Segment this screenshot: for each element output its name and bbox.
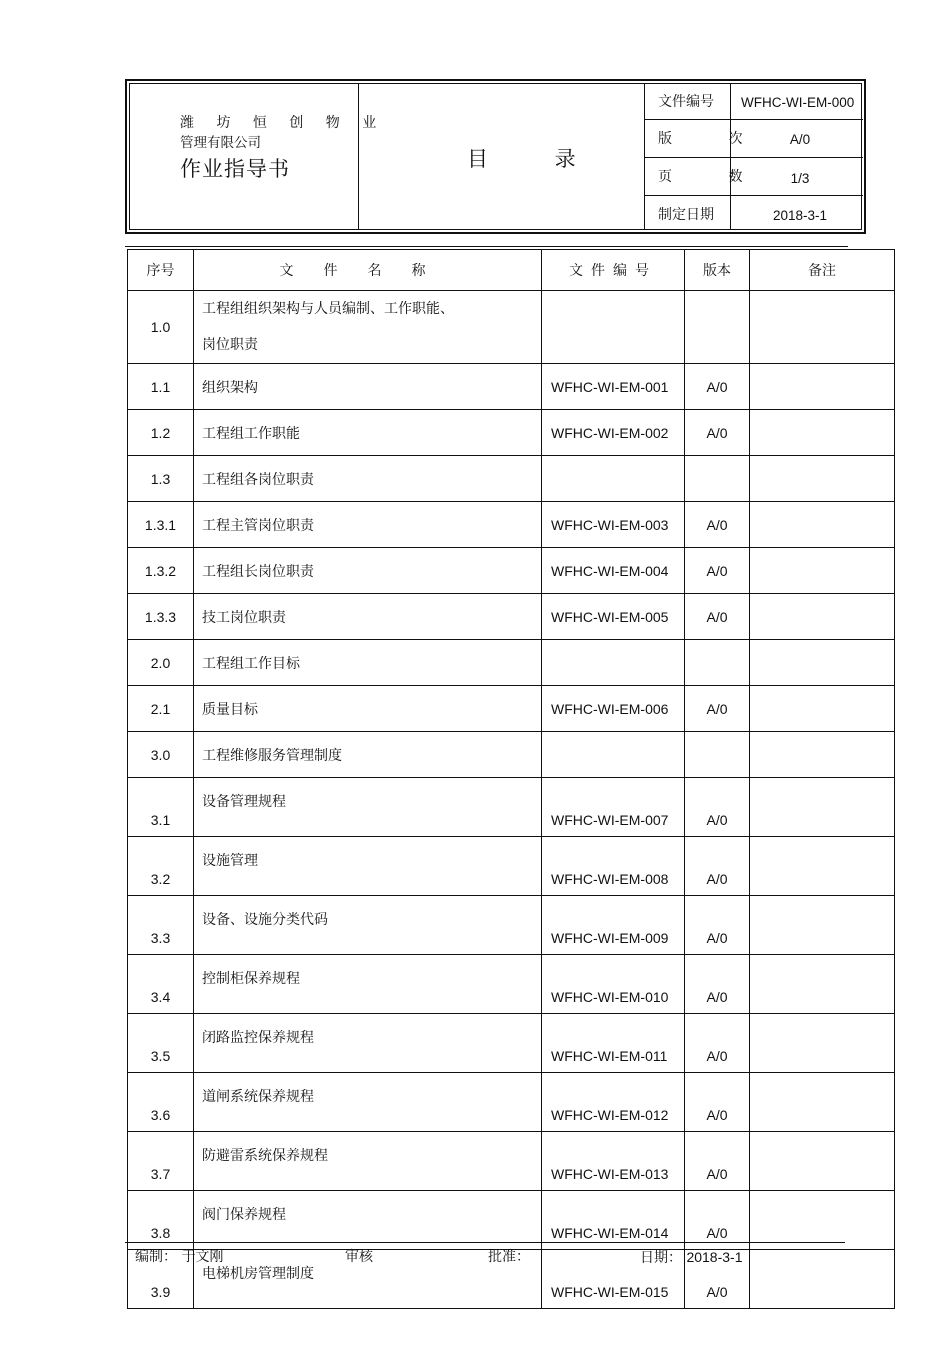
cell-note xyxy=(750,410,895,456)
meta-divider xyxy=(644,195,863,196)
approve-label: 批准： xyxy=(488,1249,530,1265)
cell-note xyxy=(750,640,895,686)
col-header-seq: 序号 xyxy=(128,250,194,291)
cell-version: A/0 xyxy=(685,837,750,896)
cell-note xyxy=(750,896,895,955)
footer-date-value: 2018-3-1 xyxy=(686,1249,743,1265)
cell-note xyxy=(750,778,895,837)
cell-code: WFHC-WI-EM-005 xyxy=(542,594,685,640)
cell-code xyxy=(542,732,685,778)
cell-code: WFHC-WI-EM-003 xyxy=(542,502,685,548)
cell-code: WFHC-WI-EM-013 xyxy=(542,1132,685,1191)
pages-label: 页 数 xyxy=(658,169,769,185)
cell-code: WFHC-WI-EM-009 xyxy=(542,896,685,955)
table-row xyxy=(128,456,895,502)
table-row xyxy=(128,548,895,594)
table-row xyxy=(128,955,895,1014)
table-row xyxy=(128,1132,895,1191)
cell-name-line: 工程组组织架构与人员编制、工作职能、 xyxy=(202,301,454,317)
cell-seq: 1.3.1 xyxy=(128,502,194,548)
cell-name xyxy=(194,291,542,364)
cell-note xyxy=(750,955,895,1014)
cell-code xyxy=(542,640,685,686)
cell-code: WFHC-WI-EM-006 xyxy=(542,686,685,732)
cell-code: WFHC-WI-EM-010 xyxy=(542,955,685,1014)
cell-code: WFHC-WI-EM-015 xyxy=(542,1250,685,1309)
date-label: 制定日期 xyxy=(658,207,714,223)
cell-code: WFHC-WI-EM-008 xyxy=(542,837,685,896)
cell-version: A/0 xyxy=(685,594,750,640)
cell-name: 闭路监控保养规程 xyxy=(194,1014,542,1073)
cell-version: A/0 xyxy=(685,1132,750,1191)
cell-name: 组织架构 xyxy=(194,364,542,410)
table-row xyxy=(128,1073,895,1132)
cell-seq: 3.9 xyxy=(128,1250,194,1309)
cell-version: A/0 xyxy=(685,778,750,837)
table-header-row xyxy=(128,250,895,291)
header-divider xyxy=(358,84,359,229)
cell-version: A/0 xyxy=(685,1191,750,1250)
cell-name: 工程组工作目标 xyxy=(194,640,542,686)
cell-code xyxy=(542,456,685,502)
version-value: A/0 xyxy=(789,132,811,147)
cell-seq: 1.3.3 xyxy=(128,594,194,640)
table-row xyxy=(128,896,895,955)
cell-code: WFHC-WI-EM-011 xyxy=(542,1014,685,1073)
cell-seq: 3.4 xyxy=(128,955,194,1014)
cell-note xyxy=(750,456,895,502)
cell-name-line: 岗位职责 xyxy=(202,337,258,353)
meta-divider xyxy=(644,119,863,120)
table-row xyxy=(128,502,895,548)
cell-version: A/0 xyxy=(685,955,750,1014)
cell-code: WFHC-WI-EM-007 xyxy=(542,778,685,837)
cell-note xyxy=(750,1014,895,1073)
cell-note xyxy=(750,1132,895,1191)
cell-name: 道闸系统保养规程 xyxy=(194,1073,542,1132)
cell-note xyxy=(750,686,895,732)
cell-name: 质量目标 xyxy=(194,686,542,732)
editor-name: 于文刚 xyxy=(181,1249,224,1265)
cell-seq: 1.1 xyxy=(128,364,194,410)
cell-seq: 1.0 xyxy=(128,291,194,364)
cell-code: WFHC-WI-EM-004 xyxy=(542,548,685,594)
table-row xyxy=(128,594,895,640)
cell-version xyxy=(685,291,750,364)
table-row xyxy=(128,640,895,686)
cell-code: WFHC-WI-EM-012 xyxy=(542,1073,685,1132)
cell-version xyxy=(685,456,750,502)
cell-note xyxy=(750,291,895,364)
document-header xyxy=(125,79,866,234)
cell-code: WFHC-WI-EM-014 xyxy=(542,1191,685,1250)
cell-version xyxy=(685,732,750,778)
table-row xyxy=(128,364,895,410)
footer-date xyxy=(640,1247,743,1268)
cell-name: 工程主管岗位职责 xyxy=(194,502,542,548)
cell-version: A/0 xyxy=(685,1073,750,1132)
cell-seq: 1.3 xyxy=(128,456,194,502)
table-row xyxy=(128,1014,895,1073)
cell-version xyxy=(685,640,750,686)
col-header-code: 文件编号 xyxy=(542,250,685,291)
cell-version: A/0 xyxy=(685,410,750,456)
cell-name: 工程组各岗位职责 xyxy=(194,456,542,502)
cell-name: 工程组长岗位职责 xyxy=(194,548,542,594)
cell-name: 工程组工作职能 xyxy=(194,410,542,456)
doc-no-label: 文件编号 xyxy=(658,94,714,110)
table-row xyxy=(128,686,895,732)
cell-code: WFHC-WI-EM-001 xyxy=(542,364,685,410)
meta-divider xyxy=(644,157,863,158)
version-label: 版 次 xyxy=(658,131,769,147)
company-name-line1: 潍 坊 恒 创 物 业 xyxy=(180,115,386,131)
cell-seq: 3.3 xyxy=(128,896,194,955)
cell-note xyxy=(750,502,895,548)
date-value: 2018-3-1 xyxy=(772,208,828,223)
cell-seq: 1.2 xyxy=(128,410,194,456)
review-label: 审核 xyxy=(345,1249,373,1265)
cell-note xyxy=(750,1191,895,1250)
table-row xyxy=(128,291,895,364)
table-row xyxy=(128,837,895,896)
cell-name: 设备管理规程 xyxy=(194,778,542,837)
footer-date-label: 日期： xyxy=(640,1250,682,1266)
cell-note xyxy=(750,1073,895,1132)
table-row xyxy=(128,410,895,456)
cell-note xyxy=(750,837,895,896)
cell-seq: 2.1 xyxy=(128,686,194,732)
cell-name: 工程维修服务管理制度 xyxy=(194,732,542,778)
cell-name: 设施管理 xyxy=(194,837,542,896)
cell-name: 技工岗位职责 xyxy=(194,594,542,640)
cell-name: 控制柜保养规程 xyxy=(194,955,542,1014)
cell-name: 防避雷系统保养规程 xyxy=(194,1132,542,1191)
cell-seq: 3.6 xyxy=(128,1073,194,1132)
cell-version: A/0 xyxy=(685,686,750,732)
cell-note xyxy=(750,732,895,778)
cell-version: A/0 xyxy=(685,896,750,955)
cell-seq: 3.2 xyxy=(128,837,194,896)
cell-seq: 3.8 xyxy=(128,1191,194,1250)
page-title: 目 录 xyxy=(467,147,606,171)
company-name-line2: 管理有限公司 xyxy=(180,135,261,151)
table-row xyxy=(128,778,895,837)
editor-label: 编制： xyxy=(135,1249,177,1265)
cell-seq: 3.1 xyxy=(128,778,194,837)
cell-name: 阀门保养规程 xyxy=(194,1191,542,1250)
cell-note xyxy=(750,364,895,410)
col-header-note: 备注 xyxy=(750,250,895,291)
cell-note xyxy=(750,548,895,594)
col-header-version: 版本 xyxy=(685,250,750,291)
cell-name: 设备、设施分类代码 xyxy=(194,896,542,955)
document-type: 作业指导书 xyxy=(180,157,290,181)
header-frame xyxy=(129,83,862,230)
cell-version: A/0 xyxy=(685,548,750,594)
table-row xyxy=(128,732,895,778)
col-header-name: 文件名称 xyxy=(194,250,542,291)
cell-seq: 3.7 xyxy=(128,1132,194,1191)
cell-version: A/0 xyxy=(685,364,750,410)
cell-note xyxy=(750,594,895,640)
pages-value: 1/3 xyxy=(790,171,810,186)
cell-note xyxy=(750,1250,895,1309)
cell-version: A/0 xyxy=(685,1014,750,1073)
cell-version: A/0 xyxy=(685,1250,750,1309)
cell-seq: 2.0 xyxy=(128,640,194,686)
cell-code: WFHC-WI-EM-002 xyxy=(542,410,685,456)
cell-name: 电梯机房管理制度 xyxy=(194,1250,542,1309)
header-separator xyxy=(125,246,848,247)
toc-table xyxy=(127,249,895,1309)
cell-code xyxy=(542,291,685,364)
cell-seq: 1.3.2 xyxy=(128,548,194,594)
cell-version: A/0 xyxy=(685,502,750,548)
table-row xyxy=(128,1191,895,1250)
footer-separator xyxy=(125,1242,845,1243)
doc-no-value: WFHC-WI-EM-000 xyxy=(741,95,855,110)
cell-seq: 3.5 xyxy=(128,1014,194,1073)
cell-seq: 3.0 xyxy=(128,732,194,778)
footer-editor xyxy=(135,1247,223,1267)
